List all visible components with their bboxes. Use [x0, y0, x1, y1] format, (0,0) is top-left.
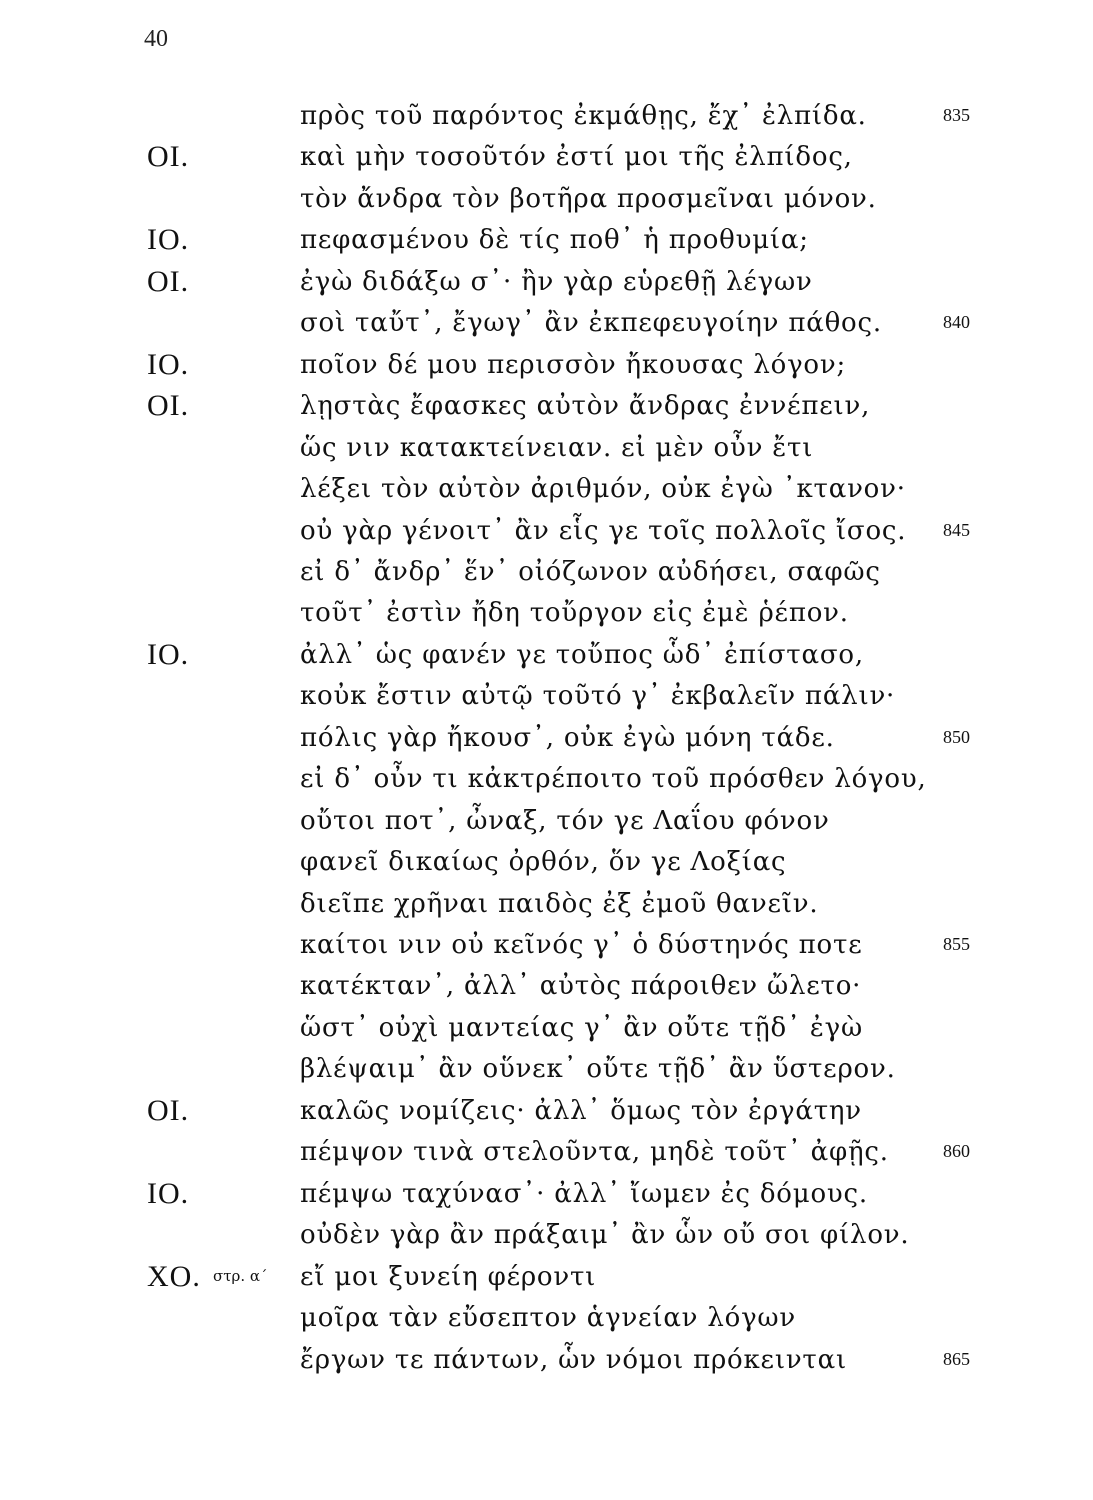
speaker-label: ΙΟ.	[147, 637, 190, 671]
verse-line	[0, 1091, 1093, 1131]
speaker-label: ΙΟ.	[147, 223, 190, 257]
verse-text: πέμψον τινὰ στελοῦντα, μηδὲ τοῦτ᾽ ἀφῇς.	[300, 1137, 889, 1168]
verse-text: καίτοι νιν οὐ κεῖνός γ᾽ ὁ δύστηνός ποτε	[300, 930, 863, 960]
line-number: 865	[943, 1348, 970, 1369]
verse-line	[0, 1215, 1093, 1255]
verse-text: πρὸς τοῦ παρόντος ἐκμάθῃς, ἔχ᾽ ἐλπίδα.	[300, 101, 867, 131]
verse-line	[0, 262, 1093, 302]
verse-line	[0, 718, 1093, 758]
verse-line	[0, 966, 1093, 1006]
verse-line	[0, 220, 1093, 260]
page-number: 40	[144, 26, 168, 52]
verse-text: πεφασμένου δὲ τίς ποθ᾽ ἡ προθυμία;	[300, 225, 809, 256]
verse-line	[0, 801, 1093, 841]
verse-text: οὐδὲν γὰρ ἂν πράξαιμ᾽ ἂν ὧν οὔ σοι φίλον.	[300, 1220, 910, 1251]
verse-line	[0, 96, 1093, 136]
verse-line	[0, 842, 1093, 882]
verse-text: κοὐκ ἔστιν αὐτῷ τοῦτό γ᾽ ἐκβαλεῖν πάλιν·	[300, 681, 896, 712]
verse-text: τὸν ἄνδρα τὸν βοτῆρα προσμεῖναι μόνον.	[300, 183, 877, 214]
verse-text: εἴ μοι ξυνείη φέροντι	[300, 1261, 597, 1292]
speaker-label: ΙΟ.	[147, 1176, 190, 1210]
verse-text: ἔργων τε πάντων, ὧν νόμοι πρόκεινται	[300, 1344, 847, 1375]
verse-line	[0, 552, 1093, 592]
speaker-label: ΧΟ.	[147, 1259, 201, 1293]
verse-line	[0, 469, 1093, 509]
verse-text: βλέψαιμ᾽ ἂν οὕνεκ᾽ οὔτε τῇδ᾽ ἂν ὕστερον.	[300, 1054, 896, 1085]
verse-text: διεῖπε χρῆναι παιδὸς ἐξ ἐμοῦ θανεῖν.	[300, 888, 819, 919]
verse-text: φανεῖ δικαίως ὀρθόν, ὅν γε Λοξίας	[300, 847, 787, 878]
line-number: 850	[943, 726, 970, 747]
line-number: 855	[943, 934, 970, 954]
verse-line	[0, 884, 1093, 924]
verse-text: σοὶ ταὔτ᾽, ἔγωγ᾽ ἂν ἐκπεφευγοίην πάθος.	[300, 308, 882, 339]
verse-line	[0, 1049, 1093, 1089]
verse-line	[0, 303, 1093, 343]
verse-line	[0, 1340, 1093, 1380]
verse-line	[0, 1257, 1093, 1297]
verse-text: πέμψω ταχύνασ᾽· ἀλλ᾽ ἴωμεν ἐς δόμους.	[300, 1178, 868, 1209]
line-number: 845	[943, 519, 970, 540]
speaker-label: ΟΙ.	[147, 140, 190, 174]
verse-text: τοῦτ᾽ ἐστὶν ἤδη τοὔργον εἰς ἐμὲ ῥέπον.	[300, 598, 849, 629]
verse-line	[0, 179, 1093, 219]
verse-line	[0, 593, 1093, 633]
verse-line	[0, 1174, 1093, 1214]
verse-line	[0, 511, 1093, 551]
verse-text: οὐ γὰρ γένοιτ᾽ ἂν εἷς γε τοῖς πολλοῖς ἴσος.	[300, 515, 907, 546]
verse-text: πόλις γὰρ ἤκουσ᾽, οὐκ ἐγὼ μόνη τάδε.	[300, 722, 835, 753]
verse-text: οὔτοι ποτ᾽, ὦναξ, τόν γε Λαΐου φόνον	[300, 805, 830, 836]
verse-text: καλῶς νομίζεις· ἀλλ᾽ ὅμως τὸν ἐργάτην	[300, 1095, 862, 1126]
strophe-marker: στρ. α´	[213, 1266, 268, 1285]
verse-line	[0, 676, 1093, 716]
verse-text: λέξει τὸν αὐτὸν ἀριθμόν, οὐκ ἐγὼ ᾽κτανον·	[300, 474, 906, 505]
verse-line	[0, 759, 1093, 799]
verse-line	[0, 345, 1093, 385]
speaker-label: ΟΙ.	[147, 389, 190, 423]
verse-text: ὥς νιν κατακτείνειαν. εἰ μὲν οὖν ἔτι	[300, 432, 814, 463]
verse-text: ποῖον δέ μου περισσὸν ἤκουσας λόγον;	[300, 349, 847, 380]
line-number: 835	[943, 105, 970, 125]
verse-text: ἐγὼ διδάξω σ᾽· ἢν γὰρ εὑρεθῇ λέγων	[300, 266, 813, 297]
speaker-label: ΟΙ.	[147, 1093, 190, 1127]
verse-text: μοῖρα τὰν εὔσεπτον ἁγνείαν λόγων	[300, 1303, 797, 1334]
verse-line	[0, 1008, 1093, 1048]
verse-text: καὶ μὴν τοσοῦτόν ἐστί μοι τῆς ἐλπίδος,	[300, 142, 853, 173]
verse-text: ἀλλ᾽ ὡς φανέν γε τοὔπος ὧδ᾽ ἐπίστασο,	[300, 639, 864, 670]
verse-line	[0, 635, 1093, 675]
verse-text: ὥστ᾽ οὐχὶ μαντείας γ᾽ ἂν οὔτε τῇδ᾽ ἐγὼ	[300, 1012, 863, 1043]
verse-line	[0, 925, 1093, 965]
verse-text: εἰ δ᾽ ἄνδρ᾽ ἕν᾽ οἰόζωνον αὐδήσει, σαφῶς	[300, 556, 881, 587]
verse-text: λῃστὰς ἔφασκες αὐτὸν ἄνδρας ἐννέπειν,	[300, 391, 871, 422]
verse-line	[0, 1298, 1093, 1338]
verse-text: κατέκταν᾽, ἀλλ᾽ αὐτὸς πάροιθεν ὤλετο·	[300, 971, 862, 1002]
verse-line	[0, 137, 1093, 177]
speaker-label: ΟΙ.	[147, 264, 190, 298]
line-number: 860	[943, 1141, 970, 1162]
verse-line	[0, 1132, 1093, 1172]
speaker-label: ΙΟ.	[147, 347, 190, 381]
verse-text: εἰ δ᾽ οὖν τι κἀκτρέποιτο τοῦ πρόσθεν λόγου,	[300, 764, 927, 795]
verse-line	[0, 386, 1093, 426]
verse-line	[0, 428, 1093, 468]
line-number: 840	[943, 312, 970, 333]
